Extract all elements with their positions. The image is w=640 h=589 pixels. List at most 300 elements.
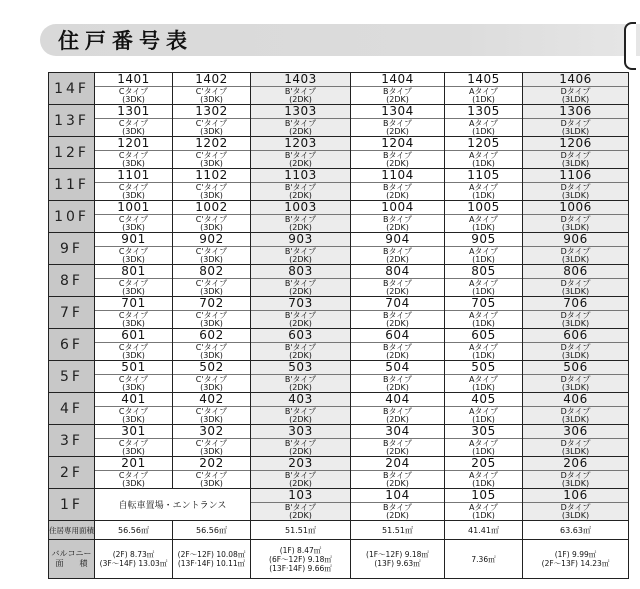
floor-row (49, 233, 629, 265)
unit-layout: (3DK) (122, 351, 145, 360)
unit-layout: (2DK) (386, 255, 409, 264)
unit-cell (173, 329, 251, 361)
unit-layout: (3LDK) (561, 383, 590, 392)
unit-layout: (1DK) (472, 255, 495, 264)
unit-cell (95, 457, 173, 489)
unit-number: 601 (95, 329, 172, 343)
unit-number: 1403 (251, 73, 350, 87)
unit-cell (251, 137, 351, 169)
unit-type: Aタイプ (468, 311, 499, 320)
unit-cell (95, 169, 173, 201)
unit-number: 106 (523, 489, 628, 503)
unit-number: 1306 (523, 105, 628, 119)
unit-type: Bタイプ (382, 87, 413, 96)
unit-layout: (1DK) (472, 127, 495, 136)
balcony-value-line: (2F) 8.73㎡ (112, 550, 155, 559)
unit-type: Bタイプ (382, 439, 413, 448)
unit-type: Aタイプ (468, 151, 499, 160)
floor-label: 7F (49, 297, 95, 329)
unit-number: 905 (445, 233, 522, 247)
unit-number: 1106 (523, 169, 628, 183)
unit-cell (445, 361, 523, 393)
unit-number: 203 (251, 457, 350, 471)
unit-type: B'タイプ (284, 247, 317, 256)
unit-type: Cタイプ (118, 471, 149, 480)
unit-type: C'タイプ (195, 151, 228, 160)
unit-layout: (2DK) (386, 223, 409, 232)
balcony-value-line: (13F·14F) 9.66㎡ (269, 563, 332, 573)
floor-row (49, 393, 629, 425)
unit-layout: (3DK) (200, 191, 223, 200)
unit-number: 1003 (251, 201, 350, 215)
unit-number: 1405 (445, 73, 522, 87)
unit-number: 1104 (351, 169, 444, 183)
unit-type: Cタイプ (118, 87, 149, 96)
unit-cell (251, 393, 351, 425)
unit-layout: (3DK) (200, 223, 223, 232)
floor-label: 10F (49, 201, 95, 233)
unit-cell (523, 361, 629, 393)
unit-layout: (2DK) (289, 415, 312, 424)
unit-number: 606 (523, 329, 628, 343)
unit-type: Dタイプ (560, 279, 591, 288)
unit-type: B'タイプ (284, 119, 317, 128)
unit-number: 506 (523, 361, 628, 375)
unit-type: C'タイプ (195, 119, 228, 128)
area-value: 63.63㎡ (523, 521, 629, 540)
unit-number: 806 (523, 265, 628, 279)
unit-type: Bタイプ (382, 215, 413, 224)
unit-number: 204 (351, 457, 444, 471)
unit-cell (251, 329, 351, 361)
unit-number: 202 (173, 457, 250, 471)
unit-cell (351, 457, 445, 489)
unit-number: 1303 (251, 105, 350, 119)
unit-cell (523, 169, 629, 201)
unit-type: C'タイプ (195, 471, 228, 480)
unit-cell (351, 137, 445, 169)
floor-label: 11F (49, 169, 95, 201)
unit-number: 705 (445, 297, 522, 311)
unit-layout: (3DK) (122, 383, 145, 392)
unit-cell (445, 393, 523, 425)
unit-layout: (1DK) (472, 319, 495, 328)
unit-type: Bタイプ (382, 119, 413, 128)
floor-row (49, 265, 629, 297)
unit-cell (351, 73, 445, 105)
unit-type: Bタイプ (382, 183, 413, 192)
unit-number: 1102 (173, 169, 250, 183)
unit-layout: (1DK) (472, 415, 495, 424)
unit-layout: (1DK) (472, 191, 495, 200)
unit-cell (445, 137, 523, 169)
unit-type: Dタイプ (560, 375, 591, 384)
area-label: 住居専用面積 (49, 521, 95, 540)
unit-cell (251, 265, 351, 297)
floor-label: 3F (49, 425, 95, 457)
unit-layout: (3DK) (200, 127, 223, 136)
unit-cell (173, 265, 251, 297)
unit-cell (523, 489, 629, 521)
unit-layout: (3DK) (122, 319, 145, 328)
unit-layout: (3DK) (200, 415, 223, 424)
corner-bracket (624, 22, 636, 70)
unit-type: B'タイプ (284, 343, 317, 352)
balcony-label (49, 540, 95, 579)
unit-type: Cタイプ (118, 247, 149, 256)
unit-cell (251, 361, 351, 393)
unit-type: C'タイプ (195, 183, 228, 192)
unit-layout: (2DK) (386, 287, 409, 296)
floor-row (49, 457, 629, 489)
unit-layout: (3DK) (200, 351, 223, 360)
unit-number: 304 (351, 425, 444, 439)
unit-layout: (3LDK) (561, 255, 590, 264)
unit-cell (351, 425, 445, 457)
balcony-row (49, 540, 629, 579)
unit-layout: (2DK) (289, 287, 312, 296)
floor-row-1f (49, 489, 629, 521)
floor-label: 14F (49, 73, 95, 105)
unit-layout: (3LDK) (561, 479, 590, 488)
unit-layout: (1DK) (472, 223, 495, 232)
unit-layout: (2DK) (289, 319, 312, 328)
unit-type: Cタイプ (118, 151, 149, 160)
unit-type: Cタイプ (118, 439, 149, 448)
balcony-value (251, 540, 351, 579)
unit-type: Dタイプ (560, 503, 591, 512)
floor-label: 2F (49, 457, 95, 489)
unit-layout: (2DK) (289, 511, 312, 520)
unit-type: Aタイプ (468, 343, 499, 352)
balcony-value-line: (2F〜12F) 10.08㎡ (177, 550, 246, 559)
unit-layout: (2DK) (386, 127, 409, 136)
unit-number: 305 (445, 425, 522, 439)
balcony-value-line: (1F〜12F) 9.18㎡ (366, 550, 429, 559)
unit-layout: (3DK) (122, 255, 145, 264)
unit-cell (173, 297, 251, 329)
floor-label: 4F (49, 393, 95, 425)
unit-cell (523, 233, 629, 265)
unit-cell (95, 329, 173, 361)
unit-number: 901 (95, 233, 172, 247)
unit-type: C'タイプ (195, 439, 228, 448)
unit-cell (445, 233, 523, 265)
unit-layout: (3DK) (200, 95, 223, 104)
unit-layout: (2DK) (386, 511, 409, 520)
unit-type: Aタイプ (468, 215, 499, 224)
unit-cell (351, 169, 445, 201)
unit-number: 1204 (351, 137, 444, 151)
unit-cell (523, 297, 629, 329)
unit-layout: (1DK) (472, 287, 495, 296)
unit-layout: (2DK) (386, 447, 409, 456)
floor-label: 9F (49, 233, 95, 265)
unit-cell (351, 393, 445, 425)
unit-number: 1206 (523, 137, 628, 151)
unit-layout: (3LDK) (561, 287, 590, 296)
unit-cell (523, 425, 629, 457)
unit-type: Bタイプ (382, 471, 413, 480)
unit-layout: (2DK) (386, 191, 409, 200)
page-title: 住戸番号表 (58, 29, 193, 53)
unit-number: 703 (251, 297, 350, 311)
floor-row (49, 361, 629, 393)
unit-cell (95, 393, 173, 425)
balcony-label-line2: 面 積 (55, 559, 88, 568)
unit-layout: (3LDK) (561, 319, 590, 328)
unit-number: 1203 (251, 137, 350, 151)
unit-layout: (3LDK) (561, 223, 590, 232)
unit-type: Cタイプ (118, 215, 149, 224)
unit-cell (95, 265, 173, 297)
unit-number: 706 (523, 297, 628, 311)
unit-cell (523, 457, 629, 489)
unit-layout: (1DK) (472, 351, 495, 360)
unit-type: Bタイプ (382, 407, 413, 416)
unit-type: Bタイプ (382, 343, 413, 352)
unit-cell (251, 105, 351, 137)
unit-layout: (3DK) (122, 159, 145, 168)
unit-layout: (3DK) (122, 223, 145, 232)
unit-number: 206 (523, 457, 628, 471)
unit-cell (173, 361, 251, 393)
unit-cell (445, 457, 523, 489)
unit-cell (351, 201, 445, 233)
unit-type: Aタイプ (468, 87, 499, 96)
floor-row (49, 73, 629, 105)
unit-layout: (3LDK) (561, 95, 590, 104)
area-row (49, 521, 629, 540)
unit-cell (523, 137, 629, 169)
floor-label: 5F (49, 361, 95, 393)
unit-type: B'タイプ (284, 503, 317, 512)
unit-layout: (3DK) (122, 127, 145, 136)
unit-cell (251, 489, 351, 521)
unit-layout: (3DK) (200, 383, 223, 392)
unit-cell (95, 73, 173, 105)
unit-layout: (3DK) (200, 479, 223, 488)
unit-type: B'タイプ (284, 183, 317, 192)
unit-number: 805 (445, 265, 522, 279)
unit-layout: (3DK) (122, 479, 145, 488)
balcony-value (523, 540, 629, 579)
unit-type: Cタイプ (118, 279, 149, 288)
unit-layout: (3LDK) (561, 415, 590, 424)
unit-cell (251, 233, 351, 265)
balcony-value (445, 540, 523, 579)
unit-type: Dタイプ (560, 471, 591, 480)
unit-cell (523, 393, 629, 425)
unit-type: Dタイプ (560, 439, 591, 448)
floor-label: 1F (49, 489, 95, 521)
unit-type: Aタイプ (468, 503, 499, 512)
unit-number: 405 (445, 393, 522, 407)
area-value: 51.51㎡ (351, 521, 445, 540)
unit-number: 1002 (173, 201, 250, 215)
unit-number: 301 (95, 425, 172, 439)
unit-number: 604 (351, 329, 444, 343)
unit-number: 1201 (95, 137, 172, 151)
unit-cell (351, 297, 445, 329)
unit-cell (523, 265, 629, 297)
unit-layout: (3LDK) (561, 159, 590, 168)
unit-cell (445, 329, 523, 361)
unit-layout: (3LDK) (561, 191, 590, 200)
unit-type: Dタイプ (560, 247, 591, 256)
unit-cell (251, 425, 351, 457)
balcony-value-line: (1F) 8.47㎡ (279, 545, 322, 555)
unit-cell (351, 105, 445, 137)
unit-number: 902 (173, 233, 250, 247)
unit-number: 404 (351, 393, 444, 407)
unit-number: 1305 (445, 105, 522, 119)
unit-type: Bタイプ (382, 279, 413, 288)
unit-layout: (3LDK) (561, 351, 590, 360)
unit-cell (173, 73, 251, 105)
area-value: 56.56㎡ (173, 521, 251, 540)
unit-type: Cタイプ (118, 311, 149, 320)
unit-layout: (3DK) (200, 319, 223, 328)
unit-layout: (2DK) (289, 159, 312, 168)
unit-number: 701 (95, 297, 172, 311)
balcony-value-line: 7.36㎡ (471, 554, 496, 564)
unit-type: C'タイプ (195, 247, 228, 256)
unit-number: 1302 (173, 105, 250, 119)
unit-cell (445, 489, 523, 521)
floor-row (49, 169, 629, 201)
unit-number: 1006 (523, 201, 628, 215)
unit-number-table (48, 72, 629, 579)
unit-type: Dタイプ (560, 151, 591, 160)
unit-layout: (2DK) (386, 95, 409, 104)
unit-layout: (1DK) (472, 383, 495, 392)
unit-cell (95, 105, 173, 137)
area-value: 56.56㎡ (95, 521, 173, 540)
unit-layout: (3DK) (200, 287, 223, 296)
unit-type: Dタイプ (560, 183, 591, 192)
unit-type: Cタイプ (118, 119, 149, 128)
balcony-value-line: (3F〜14F) 13.03㎡ (99, 559, 168, 568)
unit-layout: (3DK) (122, 415, 145, 424)
unit-layout: (3DK) (122, 287, 145, 296)
unit-type: Dタイプ (560, 343, 591, 352)
unit-layout: (2DK) (289, 383, 312, 392)
unit-layout: (2DK) (386, 479, 409, 488)
unit-cell (523, 73, 629, 105)
unit-layout: (3LDK) (561, 511, 590, 520)
unit-number: 702 (173, 297, 250, 311)
unit-cell (95, 425, 173, 457)
unit-layout: (1DK) (472, 479, 495, 488)
unit-number: 1005 (445, 201, 522, 215)
unit-number: 904 (351, 233, 444, 247)
floor-label: 13F (49, 105, 95, 137)
unit-type: Aタイプ (468, 439, 499, 448)
unit-type: C'タイプ (195, 215, 228, 224)
unit-type: Aタイプ (468, 407, 499, 416)
unit-type: Dタイプ (560, 119, 591, 128)
unit-cell (251, 457, 351, 489)
unit-number: 303 (251, 425, 350, 439)
unit-layout: (2DK) (289, 255, 312, 264)
unit-type: Aタイプ (468, 119, 499, 128)
unit-type: B'タイプ (284, 439, 317, 448)
unit-number: 1101 (95, 169, 172, 183)
unit-cell (251, 201, 351, 233)
unit-cell (95, 137, 173, 169)
unit-number: 803 (251, 265, 350, 279)
unit-type: B'タイプ (284, 407, 317, 416)
unit-layout: (2DK) (289, 127, 312, 136)
floor-label: 8F (49, 265, 95, 297)
unit-cell (95, 361, 173, 393)
unit-number: 103 (251, 489, 350, 503)
unit-number: 504 (351, 361, 444, 375)
unit-number: 306 (523, 425, 628, 439)
unit-type: Dタイプ (560, 407, 591, 416)
unit-type: C'タイプ (195, 87, 228, 96)
unit-layout: (2DK) (386, 383, 409, 392)
unit-cell (351, 329, 445, 361)
unit-type: Aタイプ (468, 375, 499, 384)
unit-type: B'タイプ (284, 471, 317, 480)
unit-layout: (1DK) (472, 159, 495, 168)
unit-cell (173, 425, 251, 457)
unit-type: Dタイプ (560, 87, 591, 96)
unit-type: Dタイプ (560, 311, 591, 320)
unit-layout: (3DK) (200, 255, 223, 264)
unit-type: C'タイプ (195, 279, 228, 288)
unit-layout: (2DK) (289, 351, 312, 360)
unit-cell (173, 233, 251, 265)
unit-cell (523, 201, 629, 233)
unit-number: 1103 (251, 169, 350, 183)
unit-cell (173, 169, 251, 201)
unit-layout: (3DK) (200, 159, 223, 168)
floor-row (49, 137, 629, 169)
unit-type: B'タイプ (284, 375, 317, 384)
unit-layout: (1DK) (472, 447, 495, 456)
unit-number: 1304 (351, 105, 444, 119)
area-value: 41.41㎡ (445, 521, 523, 540)
unit-layout: (2DK) (386, 351, 409, 360)
unit-cell (95, 201, 173, 233)
unit-layout: (1DK) (472, 95, 495, 104)
area-value: 51.51㎡ (251, 521, 351, 540)
unit-layout: (2DK) (386, 415, 409, 424)
unit-cell (173, 457, 251, 489)
balcony-value-line: (2F〜13F) 14.23㎡ (541, 559, 610, 568)
unit-cell (445, 201, 523, 233)
unit-type: B'タイプ (284, 87, 317, 96)
unit-type: Bタイプ (382, 311, 413, 320)
unit-number: 105 (445, 489, 522, 503)
unit-cell (351, 489, 445, 521)
unit-layout: (3DK) (122, 447, 145, 456)
unit-type: Aタイプ (468, 279, 499, 288)
balcony-value-line: (13F) 9.63㎡ (374, 559, 421, 568)
unit-layout: (1DK) (472, 511, 495, 520)
unit-number: 804 (351, 265, 444, 279)
unit-layout: (3DK) (200, 447, 223, 456)
unit-type: Cタイプ (118, 343, 149, 352)
unit-cell (351, 233, 445, 265)
unit-type: Bタイプ (382, 503, 413, 512)
balcony-value (95, 540, 173, 579)
floor-row (49, 425, 629, 457)
unit-number: 302 (173, 425, 250, 439)
